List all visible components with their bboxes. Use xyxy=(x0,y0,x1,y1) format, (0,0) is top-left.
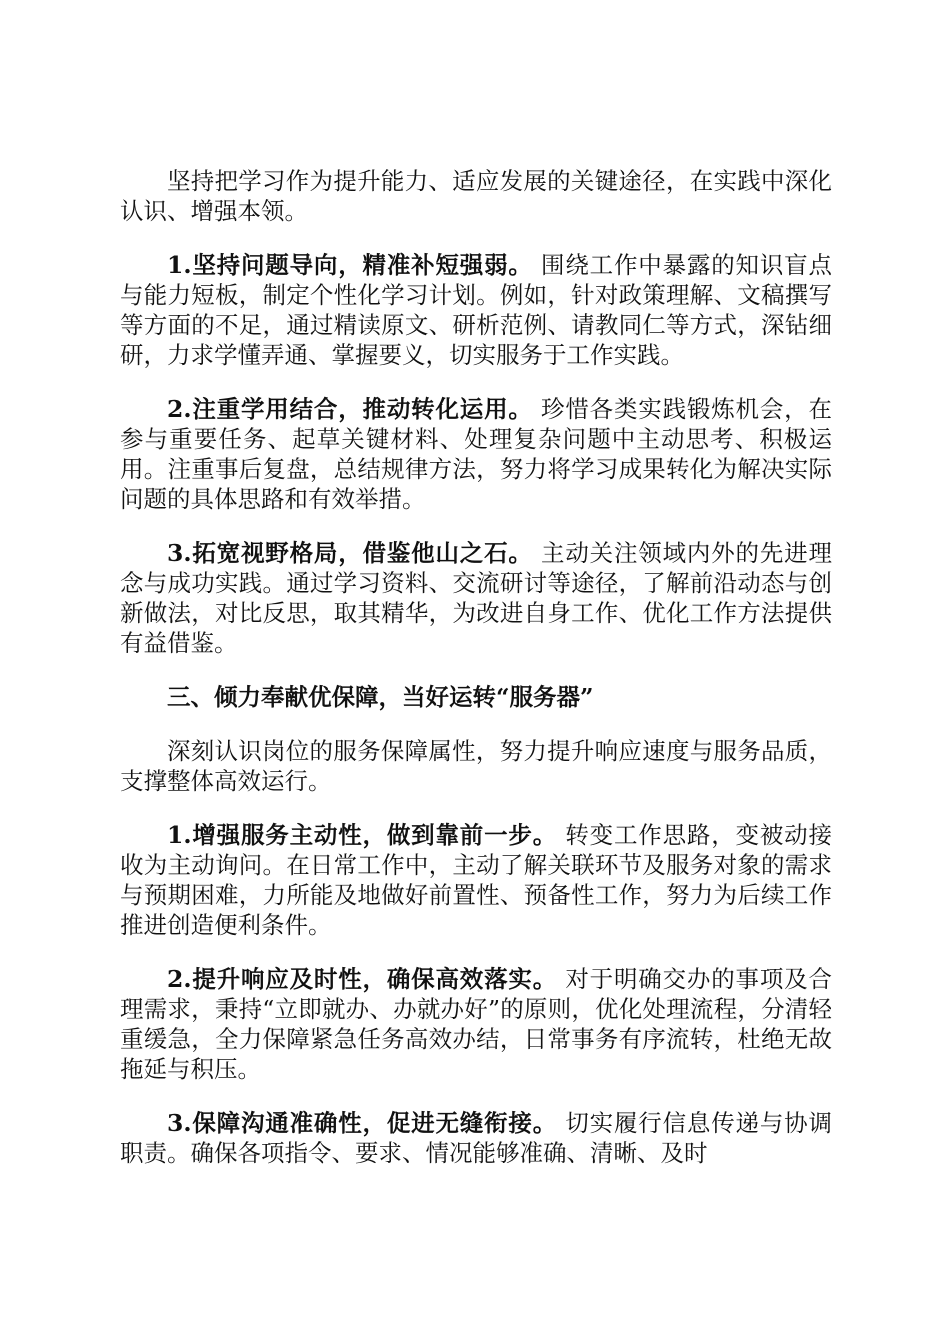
item-b1-paragraph xyxy=(120,820,832,940)
item-a3-body: 主动关注领域内外的先进理念与成功实践。通过学习资料、交流研讨等途径，了解前沿动态与创新做法，对比反思，取其精华，为改进自身工作、优化工作方法提供有益借鉴。 xyxy=(120,539,832,657)
section-intro-paragraph: 深刻认识岗位的服务保障属性，努力提升响应速度与服务品质，支撑整体高效运行。 xyxy=(120,737,832,795)
item-a2-lead: 2.注重学用结合，推动转化运用。 xyxy=(167,395,533,423)
item-a1-body: 围绕工作中暴露的知识盲点与能力短板，制定个性化学习计划。例如，针对政策理解、文稿撰写等方面的不足，通过精读原文、研析范例、请教同仁等方式，深钻细研，力求学懂弄通、掌握要义，切实服务于工作实践。 xyxy=(120,251,832,369)
item-a1-paragraph xyxy=(120,250,832,370)
item-a1-lead: 1.坚持问题导向，精准补短强弱。 xyxy=(167,251,533,279)
item-b2-lead: 2.提升响应及时性，确保高效落实。 xyxy=(167,965,558,993)
item-a3-lead: 3.拓宽视野格局，借鉴他山之石。 xyxy=(167,539,533,567)
item-a3-paragraph xyxy=(120,538,832,658)
item-b2-body: 对于明确交办的事项及合理需求，秉持“立即就办、办就办好”的原则，优化处理流程，分清轻重缓急，全力保障紧急任务高效办结，日常事务有序流转，杜绝无故拖延与积压。 xyxy=(120,965,832,1083)
item-b2-paragraph xyxy=(120,964,832,1084)
item-b1-lead: 1.增强服务主动性，做到靠前一步。 xyxy=(167,821,558,849)
item-a2-body: 珍惜各类实践锻炼机会，在参与重要任务、起草关键材料、处理复杂问题中主动思考、积极运用。注重事后复盘，总结规律方法，努力将学习成果转化为解决实际问题的具体思路和有效举措。 xyxy=(120,395,832,513)
section-heading: 三、倾力奉献优保障，当好运转“服务器” xyxy=(167,683,594,711)
item-b3-lead: 3.保障沟通准确性，促进无缝衔接。 xyxy=(167,1109,558,1137)
intro-paragraph: 坚持把学习作为提升能力、适应发展的关键途径，在实践中深化认识、增强本领。 xyxy=(120,167,832,225)
item-b1-body: 转变工作思路，变被动接收为主动询问。在日常工作中，主动了解关联环节及服务对象的需求与预期困难，力所能及地做好前置性、预备性工作，努力为后续工作推进创造便利条件。 xyxy=(120,821,832,939)
item-b3-body: 切实履行信息传递与协调职责。确保各项指令、要求、情况能够准确、清晰、及时 xyxy=(120,1109,832,1167)
item-b3-paragraph xyxy=(120,1108,832,1168)
item-a2-paragraph xyxy=(120,394,832,514)
document-page xyxy=(120,166,832,1192)
